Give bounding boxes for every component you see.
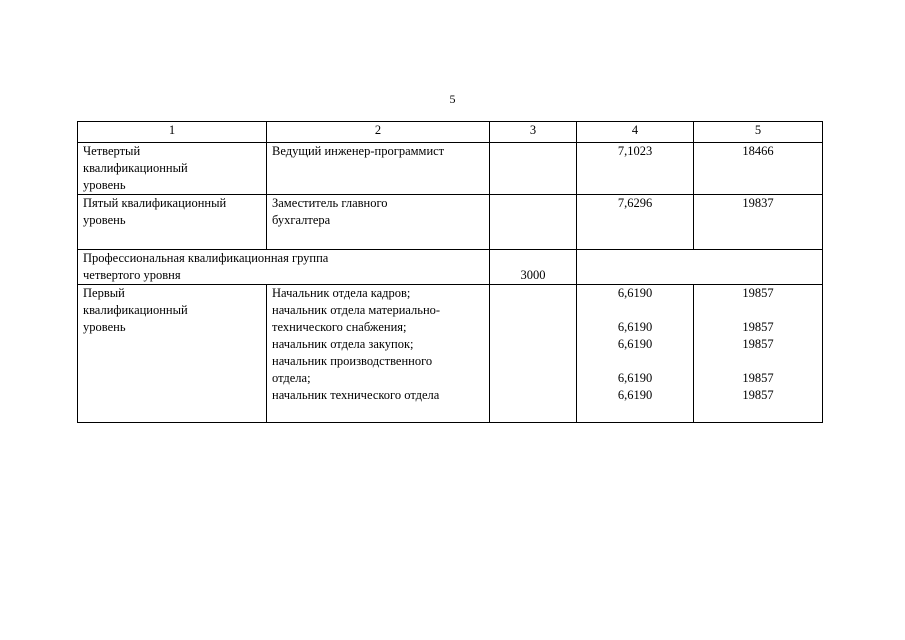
coefficient-value: 6,6190 — [617, 371, 653, 385]
header-col-5: 5 — [694, 122, 823, 143]
table-row — [78, 195, 823, 250]
position-line: бухгалтера — [272, 213, 331, 227]
page-number: 5 — [449, 92, 456, 106]
position-line: Начальник отдела кадров; — [272, 286, 411, 300]
position-line: отдела; — [272, 371, 311, 385]
table-header-row — [78, 122, 823, 143]
salary-value: 19857 — [742, 286, 774, 300]
position-line: начальник отдела материально- — [272, 303, 441, 317]
table-row — [78, 143, 823, 195]
level-line: квалификационный — [83, 303, 188, 317]
level-line: уровень — [83, 213, 126, 227]
empty-cell — [577, 250, 823, 285]
coefficient-value: 6,6190 — [617, 286, 653, 300]
level-line: Пятый квалификационный — [83, 196, 227, 210]
salary-cell: 18466 — [694, 143, 823, 195]
group-title-line: Профессиональная квалификационная группа — [83, 251, 329, 265]
level-line: квалификационный — [83, 161, 188, 175]
salary-value: 19857 — [742, 337, 774, 351]
level-line: уровень — [83, 320, 126, 334]
position-line: технического снабжения; — [272, 320, 407, 334]
position-line: начальник технического отдела — [272, 388, 440, 402]
level-cell — [78, 285, 267, 423]
group-title-cell — [78, 250, 490, 285]
group-amount-cell: 3000 — [490, 250, 577, 285]
coefficient-cell: 7,6296 — [577, 195, 694, 250]
salary-table — [77, 121, 823, 423]
coefficient-cell: 7,1023 — [577, 143, 694, 195]
empty-cell — [490, 285, 577, 423]
header-col-4: 4 — [577, 122, 694, 143]
header-col-3: 3 — [490, 122, 577, 143]
salary-value: 19857 — [742, 388, 774, 402]
level-cell — [78, 143, 267, 195]
group-row — [78, 250, 823, 285]
header-col-1: 1 — [78, 122, 267, 143]
position-line: начальник производственного — [272, 354, 433, 368]
group-title-line: четвертого уровня — [83, 268, 181, 282]
position-cell — [267, 195, 490, 250]
position-cell — [267, 285, 490, 423]
coefficient-value: 6,6190 — [617, 337, 653, 351]
empty-cell — [490, 195, 577, 250]
level-line: Первый — [83, 286, 125, 300]
table-row — [78, 285, 823, 423]
position-line: Заместитель главного — [272, 196, 388, 210]
salary-cell — [694, 285, 823, 423]
position-line: начальник отдела закупок; — [272, 337, 414, 351]
position-line: Ведущий инженер-программист — [272, 144, 445, 158]
coefficient-value: 6,6190 — [617, 320, 653, 334]
salary-value: 19857 — [742, 320, 774, 334]
coefficient-value: 6,6190 — [617, 388, 653, 402]
coefficient-cell — [577, 285, 694, 423]
empty-cell — [490, 143, 577, 195]
header-col-2: 2 — [267, 122, 490, 143]
salary-value: 19857 — [742, 371, 774, 385]
position-cell — [267, 143, 490, 195]
salary-cell: 19837 — [694, 195, 823, 250]
level-line: Четвертый — [83, 144, 141, 158]
level-line: уровень — [83, 178, 126, 192]
level-cell — [78, 195, 267, 250]
